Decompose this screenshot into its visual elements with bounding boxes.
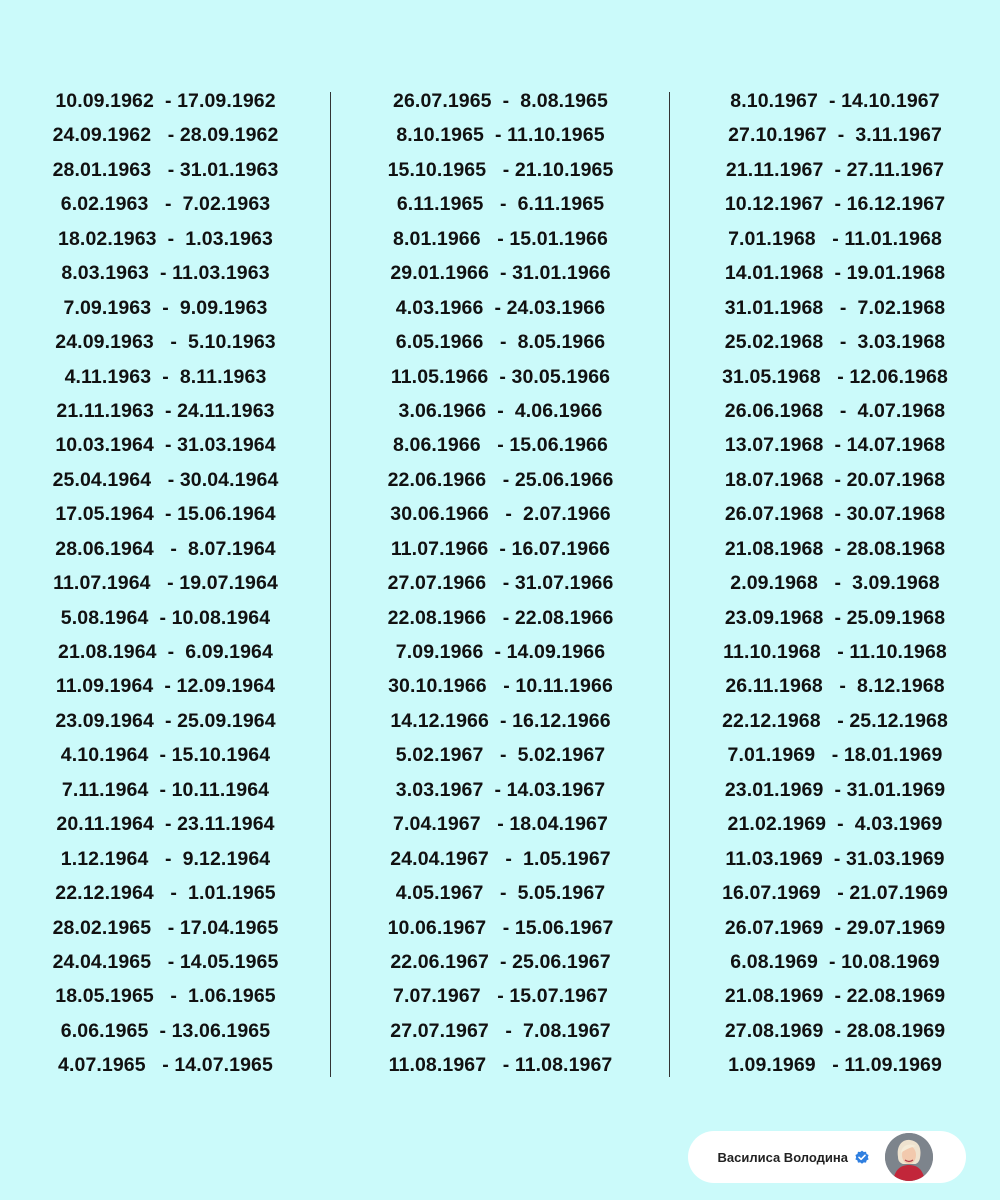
date-range-row: 18.05.1965 - 1.06.1965 (55, 985, 276, 1008)
date-range-row: 10.09.1962 - 17.09.1962 (55, 90, 276, 112)
date-range-row: 11.09.1964 - 12.09.1964 (55, 675, 276, 698)
date-range-row: 21.11.1967 - 27.11.1967 (725, 158, 945, 181)
date-range-row: 27.07.1967 - 7.08.1967 (390, 1019, 611, 1042)
date-range-row: 22.12.1964 - 1.01.1965 (55, 882, 276, 905)
date-range-row: 21.08.1964 - 6.09.1964 (58, 641, 273, 663)
date-range-row: 7.11.1964 - 10.11.1964 (61, 778, 270, 801)
date-range-row: 11.07.1964 - 19.07.1964 (53, 572, 278, 595)
date-range-row: 21.11.1963 - 24.11.1963 (56, 399, 275, 422)
author-badge[interactable] (688, 1131, 966, 1183)
date-range-row: 24.09.1962 - 28.09.1962 (52, 124, 279, 147)
date-range-row: 26.11.1968 - 8.12.1968 (725, 675, 945, 698)
date-range-row: 7.01.1968 - 11.01.1968 (728, 227, 942, 250)
date-range-row: 22.08.1966 - 22.08.1966 (387, 606, 614, 629)
date-range-row: 21.02.1969 - 4.03.1969 (727, 813, 943, 836)
date-range-row: 8.06.1966 - 15.06.1966 (393, 434, 608, 457)
date-range-row: 28.06.1964 - 8.07.1964 (55, 537, 276, 560)
date-range-row: 17.05.1964 - 15.06.1964 (55, 503, 276, 526)
date-range-row: 2.09.1968 - 3.09.1968 (730, 572, 940, 595)
date-range-row: 22.06.1967 - 25.06.1967 (390, 950, 611, 973)
date-range-row: 6.05.1966 - 8.05.1966 (395, 331, 606, 354)
date-column-1967-1969 (670, 84, 1000, 1083)
date-range-row: 6.06.1965 - 13.06.1965 (60, 1019, 271, 1042)
date-range-row: 29.01.1966 - 31.01.1966 (390, 262, 611, 285)
date-range-row: 26.06.1968 - 4.07.1968 (724, 399, 946, 422)
author-avatar[interactable] (885, 1133, 933, 1181)
date-range-row: 8.10.1967 - 14.10.1967 (730, 90, 940, 112)
date-range-row: 4.03.1966 - 24.03.1966 (395, 296, 606, 319)
date-range-row: 14.12.1966 - 16.12.1966 (390, 709, 611, 732)
date-range-row: 30.10.1966 - 10.11.1966 (388, 675, 613, 698)
date-range-row: 18.07.1968 - 20.07.1968 (724, 468, 946, 491)
date-range-row: 7.01.1969 - 18.01.1969 (727, 744, 943, 767)
date-range-row: 26.07.1968 - 30.07.1968 (724, 503, 946, 526)
date-range-row: 23.01.1969 - 31.01.1969 (724, 778, 946, 801)
date-range-row: 11.05.1966 - 30.05.1966 (390, 365, 611, 388)
date-range-row: 7.07.1967 - 15.07.1967 (393, 985, 608, 1008)
date-range-row: 30.06.1966 - 2.07.1966 (390, 503, 611, 526)
column-divider-left (330, 92, 331, 1077)
date-range-row: 6.11.1965 - 6.11.1965 (396, 193, 605, 216)
date-range-row: 8.01.1966 - 15.01.1966 (393, 227, 608, 250)
date-range-row: 20.11.1964 - 23.11.1964 (56, 813, 275, 836)
date-ranges-table (0, 84, 1000, 1083)
date-range-row: 1.09.1969 - 11.09.1969 (728, 1054, 942, 1077)
date-column-1962-1965 (0, 84, 331, 1083)
date-range-row: 22.12.1968 - 25.12.1968 (722, 709, 948, 732)
date-range-row: 7.09.1966 - 14.09.1966 (395, 641, 606, 663)
date-range-row: 22.06.1966 - 25.06.1966 (387, 468, 614, 491)
author-name: Василиса Володина (717, 1149, 848, 1165)
verified-check-icon (854, 1149, 870, 1165)
date-range-row: 1.12.1964 - 9.12.1964 (60, 847, 271, 870)
date-range-row: 11.10.1968 - 11.10.1968 (723, 641, 947, 663)
date-range-row: 14.01.1968 - 19.01.1968 (724, 262, 946, 285)
date-range-row: 24.04.1965 - 14.05.1965 (52, 950, 279, 973)
date-range-row: 5.02.1967 - 5.02.1967 (395, 744, 606, 767)
date-range-row: 21.08.1969 - 22.08.1969 (724, 985, 946, 1008)
date-range-row: 8.03.1963 - 11.03.1963 (61, 262, 270, 285)
date-range-row: 16.07.1969 - 21.07.1969 (722, 882, 948, 905)
date-range-row: 4.11.1963 - 8.11.1963 (64, 365, 267, 388)
date-range-row: 24.09.1963 - 5.10.1963 (55, 331, 276, 354)
date-range-row: 4.05.1967 - 5.05.1967 (395, 882, 606, 905)
date-range-row: 8.10.1965 - 11.10.1965 (396, 124, 605, 147)
date-range-row: 23.09.1968 - 25.09.1968 (724, 606, 946, 629)
date-range-row: 5.08.1964 - 10.08.1964 (60, 606, 271, 629)
date-range-row: 26.07.1965 - 8.08.1965 (393, 90, 608, 112)
date-range-row: 3.03.1967 - 14.03.1967 (395, 778, 606, 801)
date-range-row: 15.10.1965 - 21.10.1965 (387, 158, 614, 181)
date-range-row: 31.05.1968 - 12.06.1968 (722, 365, 948, 388)
date-range-row: 10.03.1964 - 31.03.1964 (55, 434, 276, 457)
date-range-row: 18.02.1963 - 1.03.1963 (58, 227, 273, 250)
date-range-row: 4.10.1964 - 15.10.1964 (60, 744, 271, 767)
date-range-row: 11.08.1967 - 11.08.1967 (388, 1054, 613, 1077)
date-column-1965-1967 (331, 84, 670, 1083)
date-range-row: 7.09.1963 - 9.09.1963 (63, 296, 268, 319)
date-range-row: 11.07.1966 - 16.07.1966 (390, 537, 611, 560)
date-range-row: 27.08.1969 - 28.08.1969 (724, 1019, 946, 1042)
date-range-row: 6.08.1969 - 10.08.1969 (730, 950, 940, 973)
date-range-row: 3.06.1966 - 4.06.1966 (398, 399, 603, 422)
date-range-row: 28.02.1965 - 17.04.1965 (52, 916, 279, 939)
date-range-row: 27.10.1967 - 3.11.1967 (728, 124, 942, 147)
date-range-row: 25.02.1968 - 3.03.1968 (724, 331, 946, 354)
date-range-row: 11.03.1969 - 31.03.1969 (725, 847, 945, 870)
date-range-row: 6.02.1963 - 7.02.1963 (60, 193, 271, 216)
column-divider-right (669, 92, 670, 1077)
date-range-row: 25.04.1964 - 30.04.1964 (52, 468, 279, 491)
date-range-row: 10.12.1967 - 16.12.1967 (724, 193, 946, 216)
date-range-row: 10.06.1967 - 15.06.1967 (387, 916, 614, 939)
date-range-row: 23.09.1964 - 25.09.1964 (55, 709, 276, 732)
date-range-row: 4.07.1965 - 14.07.1965 (58, 1054, 273, 1077)
date-range-row: 27.07.1966 - 31.07.1966 (387, 572, 614, 595)
date-range-row: 21.08.1968 - 28.08.1968 (724, 537, 946, 560)
date-range-row: 31.01.1968 - 7.02.1968 (724, 296, 946, 319)
avatar-portrait-icon (885, 1133, 933, 1181)
date-range-row: 26.07.1969 - 29.07.1969 (724, 916, 946, 939)
date-range-row: 13.07.1968 - 14.07.1968 (724, 434, 946, 457)
date-range-row: 24.04.1967 - 1.05.1967 (390, 847, 611, 870)
date-range-row: 28.01.1963 - 31.01.1963 (52, 158, 279, 181)
date-range-row: 7.04.1967 - 18.04.1967 (393, 813, 608, 836)
